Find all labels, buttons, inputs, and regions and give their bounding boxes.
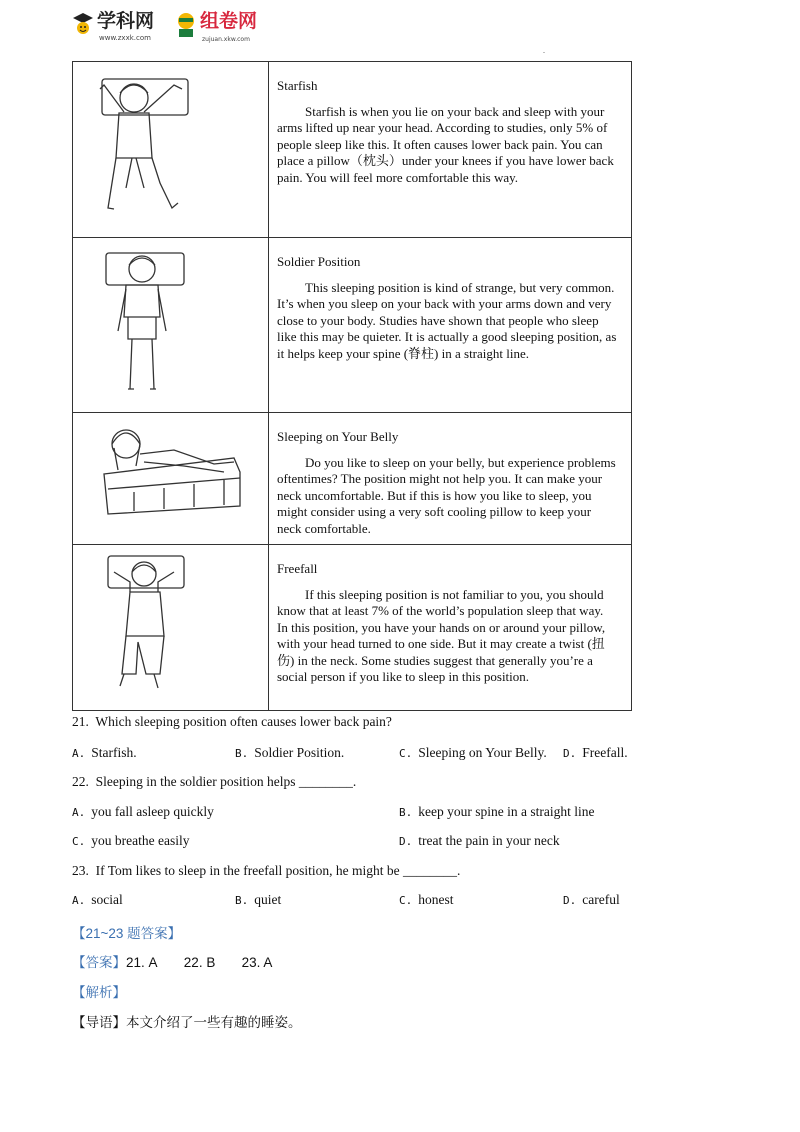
option-text: Sleeping on Your Belly. [418, 745, 547, 760]
guide-label: 【导语】 [72, 1015, 126, 1030]
logo2-sub: zujuan.xkw.com [202, 36, 250, 43]
question-text: If Tom likes to sleep in the freefall position, he might be ________. [95, 863, 461, 878]
belly-illustration [73, 413, 269, 545]
q23-option-c[interactable] [399, 892, 454, 908]
freefall-cell [269, 545, 632, 711]
question-number: 21. [72, 714, 89, 729]
q23-option-a[interactable] [72, 892, 123, 908]
option-text: careful [582, 892, 620, 907]
starfish-cell [269, 62, 632, 238]
option-letter: C. [399, 747, 413, 760]
q21-option-b[interactable] [235, 745, 344, 761]
soldier-drawing [74, 239, 267, 406]
answers-heading: 【21~23 题答案】 [72, 926, 182, 941]
option-letter: C. [72, 835, 86, 848]
table-row [73, 238, 632, 413]
row-title: Freefall [277, 561, 318, 576]
freefall-illustration [73, 545, 269, 711]
q23-option-b[interactable] [235, 892, 281, 908]
row-body: If this sleeping position is not familiar to you, you should know that at least 7% of the world’s population sleep that way. In this position, you have your hands on or around your pillow, with your head turned to one side. But it may create a twist (扭伤) in the neck. Some studies suggest that generally you’re a social person if you like to sleep in this position. [277, 586, 606, 684]
option-letter: A. [72, 747, 86, 760]
soldier-illustration [73, 238, 269, 413]
starfish-drawing [74, 63, 267, 231]
option-text: Starfish. [91, 745, 137, 760]
option-text: Soldier Position. [254, 745, 345, 760]
row-body: Starfish is when you lie on your back and sleep with your arms lifted up near your head. According to studies, only 5% of people sleep like this. It often causes lower back pain. You can place a pillow（枕头）under your knees if you have lower back pain. You will feel more comfortable this way. [277, 103, 614, 185]
option-letter: D. [563, 894, 577, 907]
option-text: Freefall. [582, 745, 628, 760]
row-title: Soldier Position [277, 254, 361, 269]
row-title: Sleeping on Your Belly [277, 429, 399, 444]
question-21 [72, 714, 392, 730]
zujuan-logo [175, 10, 257, 38]
q22-option-a[interactable] [72, 804, 214, 820]
logo1-text: 学科网 [97, 10, 155, 32]
q23-option-d[interactable] [563, 892, 620, 908]
answer-22: 22. B [183, 955, 216, 970]
student-icon [175, 10, 197, 38]
option-text: treat the pain in your neck [418, 833, 560, 848]
question-text: Sleeping in the soldier position helps ________. [95, 774, 357, 789]
option-letter: D. [563, 747, 577, 760]
option-letter: A. [72, 894, 86, 907]
q21-option-d[interactable] [563, 745, 628, 761]
row-title: Starfish [277, 78, 318, 93]
q22-option-b[interactable] [399, 804, 594, 820]
logo1-sub: www.zxxk.com [99, 34, 151, 42]
option-text: social [91, 892, 123, 907]
freefall-drawing [74, 546, 267, 704]
option-text: you fall asleep quickly [91, 804, 214, 819]
option-text: keep your spine in a straight line [418, 804, 595, 819]
q21-option-c[interactable] [399, 745, 547, 761]
q21-option-a[interactable] [72, 745, 137, 761]
table-row [73, 413, 632, 545]
answer-21: 21. A [126, 955, 158, 970]
question-text: Which sleeping position often causes lower back pain? [95, 714, 392, 729]
option-letter: B. [235, 747, 249, 760]
table-row [73, 545, 632, 711]
option-letter: B. [235, 894, 249, 907]
answer-23: 23. A [241, 955, 273, 970]
option-letter: A. [72, 806, 86, 819]
row-body: This sleeping position is kind of strange, but very common. It’s when you sleep on your back with your arms down and very close to your body. Studies have shown that people who sleep like this may be quieter. It is actually a good sleeping position, as it helps keep your spine (脊柱) in a straight line. [277, 279, 617, 361]
answer-label: 【答案】 [72, 955, 126, 970]
analysis-label: 【解析】 [72, 985, 126, 1000]
option-letter: D. [399, 835, 413, 848]
option-letter: C. [399, 894, 413, 907]
table-row [73, 62, 632, 238]
guide-line [72, 1011, 302, 1031]
question-22 [72, 774, 356, 790]
starfish-illustration [73, 62, 269, 238]
option-text: quiet [254, 892, 282, 907]
option-text: you breathe easily [91, 833, 190, 848]
question-23 [72, 863, 460, 879]
q22-option-d[interactable] [399, 833, 560, 849]
positions-table [72, 61, 632, 711]
belly-drawing [74, 414, 267, 538]
soldier-cell [269, 238, 632, 413]
row-body: Do you like to sleep on your belly, but experience problems oftentimes? The position might not help you. It can make your neck uncomfortable. But if this is how you like to sleep, you might consider using a very soft cooling pillow to keep your neck comfortable. [277, 454, 616, 536]
header-dot: . [543, 46, 545, 55]
option-letter: B. [399, 806, 413, 819]
question-number: 23. [72, 863, 89, 878]
q22-option-c[interactable] [72, 833, 189, 849]
answer-line [72, 951, 272, 971]
header-logos [72, 10, 292, 48]
option-text: honest [418, 892, 454, 907]
graduation-cap-icon [72, 10, 94, 38]
question-number: 22. [72, 774, 89, 789]
logo2-text: 组卷网 [200, 10, 258, 32]
guide-text: 本文介绍了一些有趣的睡姿。 [126, 1015, 302, 1030]
belly-cell [269, 413, 632, 545]
